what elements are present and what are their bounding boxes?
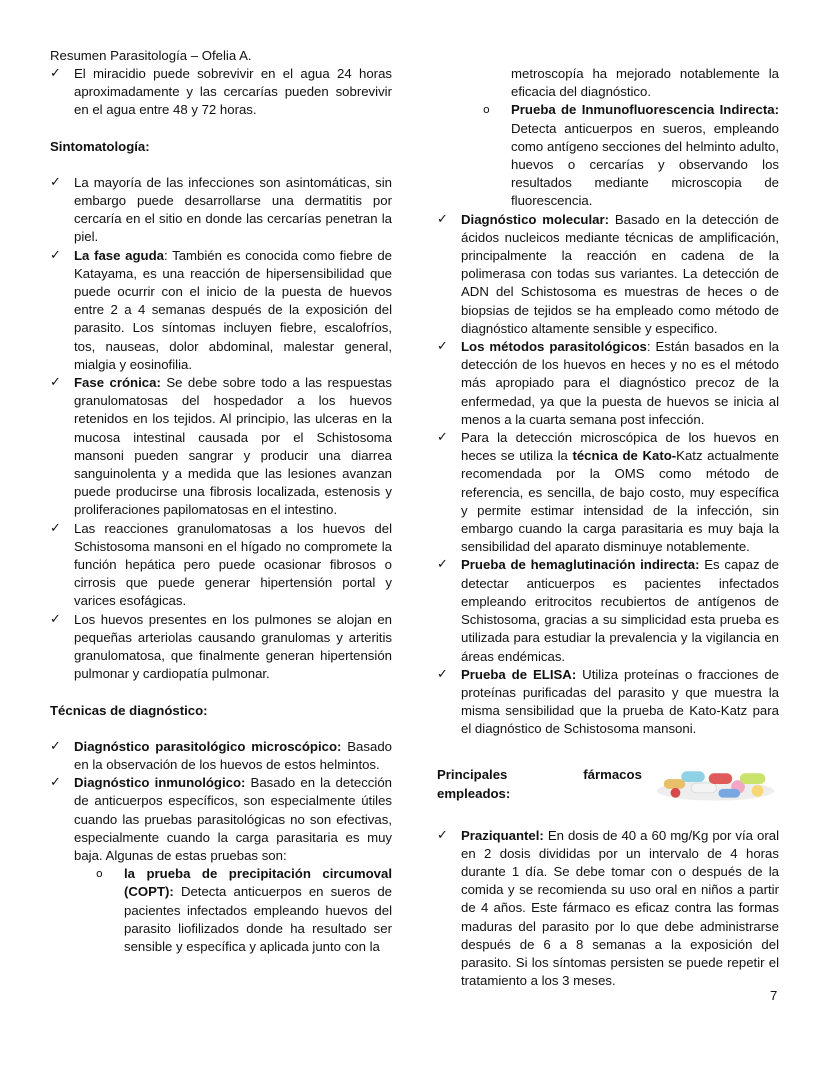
item-text: La mayoría de las infecciones son asintomáticas, sin embargo puede desarrollarse una dermatitis por cercaría en el sitio en donde las cercarías penetran la piel. — [74, 174, 392, 245]
section-heading-tecnicas: Técnicas de diagnóstico: — [50, 702, 208, 718]
item-text: Katz actualmente recomendada por la OMS como método de referencia, es sencilla, de bajo costo, muy específica y permite estimar intensidad de la infección, sin embargo cuando la carga parasitaria es muy baja la sensibilidad del aparato disminuye notablemente. — [461, 448, 779, 555]
checkmark-icon: ✓ — [437, 557, 448, 573]
list-item — [50, 774, 392, 865]
item-strong: Diagnóstico parasitológico microscópico: — [74, 738, 342, 754]
item-text: Basado en la observación de los huevos de estos helmintos. — [74, 738, 392, 772]
item-text: Las reacciones granulomatosas a los huevos del Schistosoma mansoni en el hígado no compromete la función hepática pero puede ocasionar fibrosos o cirrosis que puede generar hipertensión portal y varices esofágicas. — [74, 520, 392, 609]
list-item — [50, 520, 392, 611]
checkmark-icon: ✓ — [50, 375, 61, 391]
list-item — [50, 174, 392, 247]
sub-list-item — [50, 865, 392, 956]
item-text: Basado en la detección de anticuerpos específicos, son especialmente útiles cuando las pruebas parasitológicas no son efectivas, especialmente cuando la carga parasitaria es muy baja. Algunas de estas pruebas son: — [74, 775, 392, 863]
item-text: Los huevos presentes en los pulmones se alojan en pequeñas arteriolas causando granulomas y arteritis granulomatosa, que finalmente generan hipertensión pulmonar y cardiopatía pulmonar. — [74, 611, 392, 682]
section-heading-farmacos: Principales fármacos empleados: — [437, 767, 642, 801]
item-text: El miracidio puede sobrevivir en el agua 24 horas aproximadamente y las cercarías pueden sobrevivir en el agua entre 48 y 72 horas. — [74, 66, 392, 118]
left-column — [50, 65, 392, 956]
item-strong: Fase crónica: — [74, 375, 161, 391]
item-text: Se debe sobre todo a las respuestas granulomatosas del hospedador a los huevos retenidos en los tejidos. Al principio, las ulceras en la mucosa intestinal causada por el Schistosoma mansoni pueden sangrar y producir una diarrea sanguinolenta y a medida que las lesiones avanzan puede producirse una fibrosis localizada, estenosis y proliferaciones papilomatosas en el intestino. — [74, 375, 392, 518]
checkmark-icon: ✓ — [50, 775, 61, 791]
page-number: 7 — [770, 988, 778, 1003]
item-strong: la prueba de precipitación circumoval (COPT): — [124, 866, 392, 900]
item-text: En dosis de 40 a 60 mg/Kg por vía oral en 2 dosis divididas por un intervalo de 4 horas durante 1 día. Se debe tomar con o después de la comida y se recomienda su uso oral en niños a partir de 4 años. Este fármaco es eficaz contra las formas maduras del parasito por lo que debe administrarse después de 6 a 8 semanas a la exposición del parasito. Si los síntomas persisten se puede repetir el tratamiento a los 3 meses. — [461, 827, 779, 989]
item-strong: Prueba de hemaglutinación indirecta: — [461, 557, 700, 573]
list-item — [437, 429, 779, 556]
sub-list-item — [437, 101, 779, 210]
list-item — [50, 738, 392, 774]
item-text: Es capaz de detectar anticuerpos es pacientes infectados empleando eritrocitos recubiertos de antígenos de Schistosoma, gracias a su simplicidad esta prueba es utilizada para estudiar la prevalencia y la vigilancia en áreas endémicas. — [461, 557, 779, 664]
checkmark-icon: ✓ — [437, 430, 448, 446]
list-item — [50, 611, 392, 684]
item-text: metroscopía ha mejorado notablemente la eficacia del diagnóstico. — [511, 66, 779, 100]
item-text: Detecta anticuerpos en sueros, empleando como antígeno secciones del helminto adulto, huevos o cercarías y observando los resultados mediante microscopia de fluorescencia. — [511, 120, 779, 209]
item-strong: Diagnóstico inmunológico: — [74, 775, 246, 791]
checkmark-icon: ✓ — [437, 827, 448, 843]
item-strong: Prueba de ELISA: — [461, 666, 577, 682]
list-item — [50, 247, 392, 374]
checkmark-icon: ✓ — [50, 611, 61, 627]
page-header: Resumen Parasitología – Ofelia A. — [50, 48, 252, 63]
item-strong: técnica de Kato- — [572, 448, 677, 464]
checkmark-icon: ✓ — [50, 174, 61, 190]
drug-section-header — [437, 763, 779, 807]
item-strong: La fase aguda — [74, 247, 164, 263]
list-item — [437, 338, 779, 429]
list-item — [437, 666, 779, 739]
checkmark-icon: ✓ — [50, 520, 61, 536]
list-item — [437, 211, 779, 338]
checkmark-icon: ✓ — [50, 738, 61, 754]
section-heading-sintomatologia: Sintomatología: — [50, 138, 150, 154]
checkmark-icon: ✓ — [437, 211, 448, 227]
item-pre: Para la detección microscópica de los huevos en heces se utiliza la — [461, 430, 779, 464]
list-item — [50, 374, 392, 520]
list-item — [437, 827, 779, 991]
hollow-circle-bullet-icon: o — [483, 103, 490, 117]
list-item — [50, 65, 392, 120]
hollow-circle-bullet-icon: o — [96, 867, 103, 881]
item-strong: Los métodos parasitológicos — [461, 339, 647, 355]
right-column — [437, 65, 779, 990]
item-strong: Prueba de Inmunofluorescencia Indirecta: — [511, 102, 779, 118]
list-item — [437, 556, 779, 665]
checkmark-icon: ✓ — [437, 339, 448, 355]
item-text: : Están basados en la detección de los huevos en heces y no es el método más apropiado para el diagnóstico precoz de la enfermedad, ya que la puesta de huevos se inicia al menos a la cuarta semana post infección. — [461, 339, 779, 427]
pills-image — [652, 761, 779, 805]
item-text: Utiliza proteínas o fracciones de proteínas purificadas del parasito y que muestra la misma sensibilidad que la prueba de Kato-Katz para el diagnóstico de Schistosoma mansoni. — [461, 666, 779, 737]
item-strong: Diagnóstico molecular: — [461, 211, 609, 227]
item-text: Detecta anticuerpos en sueros de pacientes infectados empleando huevos del parasito liofilizados donde ha resultado ser sensible y específica y aplicada junto con la — [124, 884, 392, 954]
checkmark-icon: ✓ — [50, 247, 61, 263]
item-text: : También es conocida como fiebre de Katayama, es una reacción de hipersensibilidad que puede ocurrir con el inicio de la puesta de huevos entre 2 a 4 semanas después de la exposición del parasito. Los síntomas incluyen fiebre, escalofríos, tos, nauseas, dolor abdominal, malestar general, mialgia y eosinofilia. — [74, 247, 393, 372]
sub-list-item-continuation — [437, 65, 779, 101]
checkmark-icon: ✓ — [50, 66, 61, 81]
item-strong: Praziquantel: — [461, 827, 544, 843]
checkmark-icon: ✓ — [437, 666, 448, 682]
item-text: Basado en la detección de ácidos nucleicos mediante técnicas de amplificación, principalmente la reacción en cadena de la polimerasa con todas sus variantes. La detección de ADN del Schistosoma es muestras de heces o de biopsias de tejidos se ha empleado como método de diagnóstico altamente sensible y especifico. — [461, 211, 779, 336]
